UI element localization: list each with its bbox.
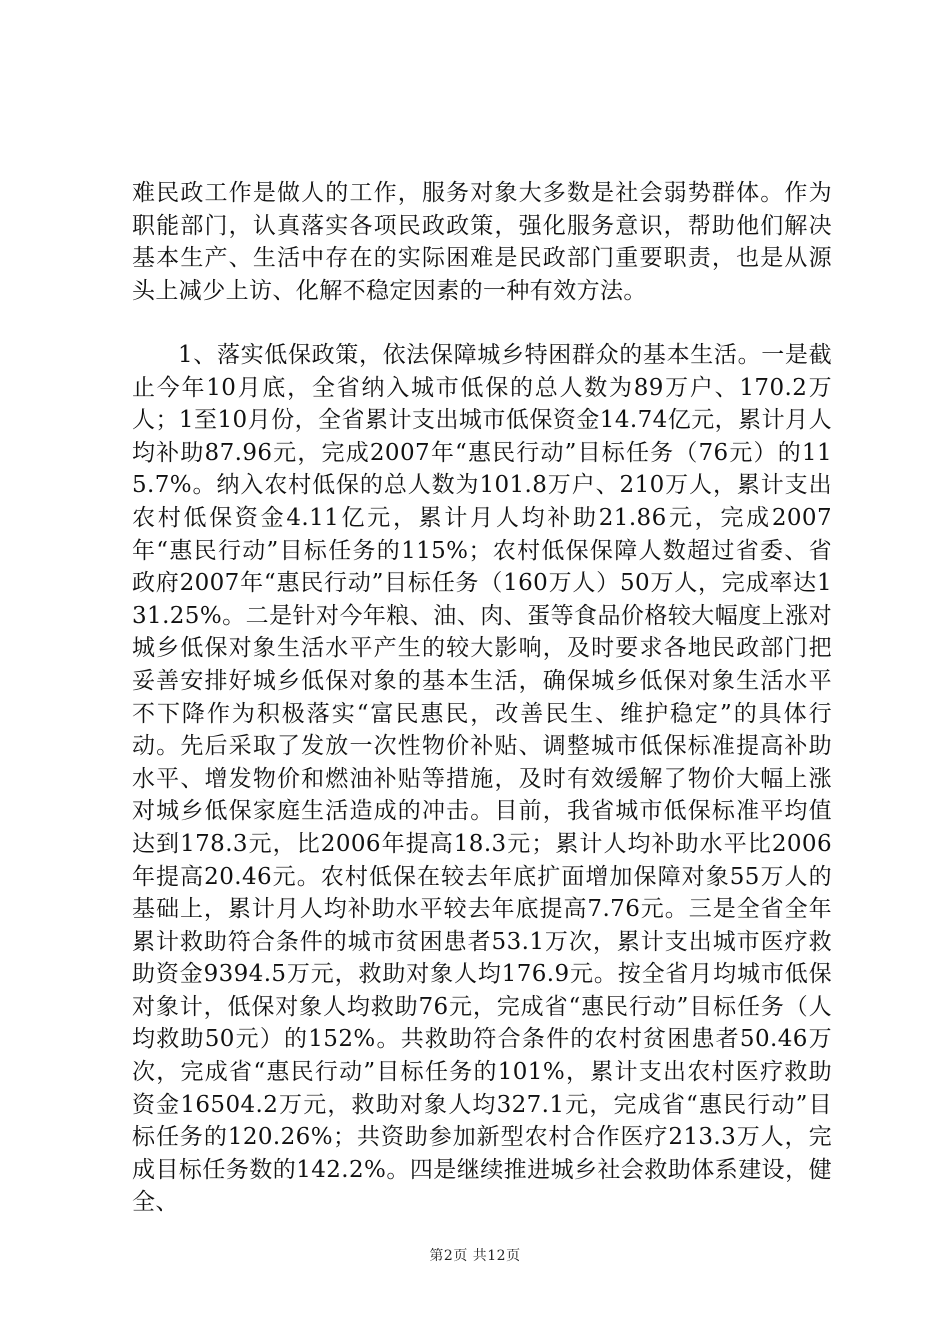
body-paragraph-continued: 难民政工作是做人的工作，服务对象大多数是社会弱势群体。作为职能部门，认真落实各项民政政策，强化服务意识，帮助他们解决基本生产、生活中存在的实际困难是民政部门重要职责，也是从源头上减少上访、化解不稳定因素的一种有效方法。 — [132, 180, 832, 304]
page-number-footer: 第2页 共12页 — [429, 1248, 521, 1264]
body-paragraph-low-income-policy: 1、落实低保政策，依法保障城乡特困群众的基本生活。一是截止今年10月底，全省纳入城市低保的总人数为89万户、170.2万人；1至10月份，全省累计支出城市低保资金14.74亿元，累计月人均补助87.96元，完成2007年“惠民行动”目标任务（76元）的115.7%。纳入农村低保的总人数为101.8万户、210万人，累计支出农村低保资金4.11亿元，累计月人均补助21.86元，完成2007年“惠民行动”目标任务的115%；农村低保保障人数超过省委、省政府2007年“惠民行动”目标任务（160万人）50万人，完成率达131.25%。二是针对今年粮、油、肉、蛋等食品价格较大幅度上涨对城乡低保对象生活水平产生的较大影响，及时要求各地民政部门把妥善安排好城乡低保对象的基本生活，确保城乡低保对象生活水平不下降作为积极落实“富民惠民，改善民生、维护稳定”的具体行动。先后采取了发放一次性物价补贴、调整城市低保标准提高补助水平、增发物价和燃油补贴等措施，及时有效缓解了物价大幅上涨对城乡低保家庭生活造成的冲击。目前，我省城市低保标准平均值达到178.3元，比2006年提高18.3元；累计人均补助水平比2006年提高20.46元。农村低保在较去年底扩面增加保障对象55万人的基础上，累计月人均补助水平较去年底提高7.76元。三是全省全年累计救助符合条件的城市贫困患者53.1万次，累计支出城市医疗救助资金9394.5万元，救助对象人均176.9元。按全省月均城市低保对象计，低保对象人均救助76元，完成省“惠民行动”目标任务（人均救助50元）的152%。共救助符合条件的农村贫困患者50.46万次，完成省“惠民行动”目标任务的101%，累计支出农村医疗救助资金16504.2万元，救助对象人均327.1元，完成省“惠民行动”目标任务的120.26%；共资助参加新型农村合作医疗213.3万人，完成目标任务数的142.2%。四是继续推进城乡社会救助体系建设，健全、 — [132, 342, 832, 1216]
